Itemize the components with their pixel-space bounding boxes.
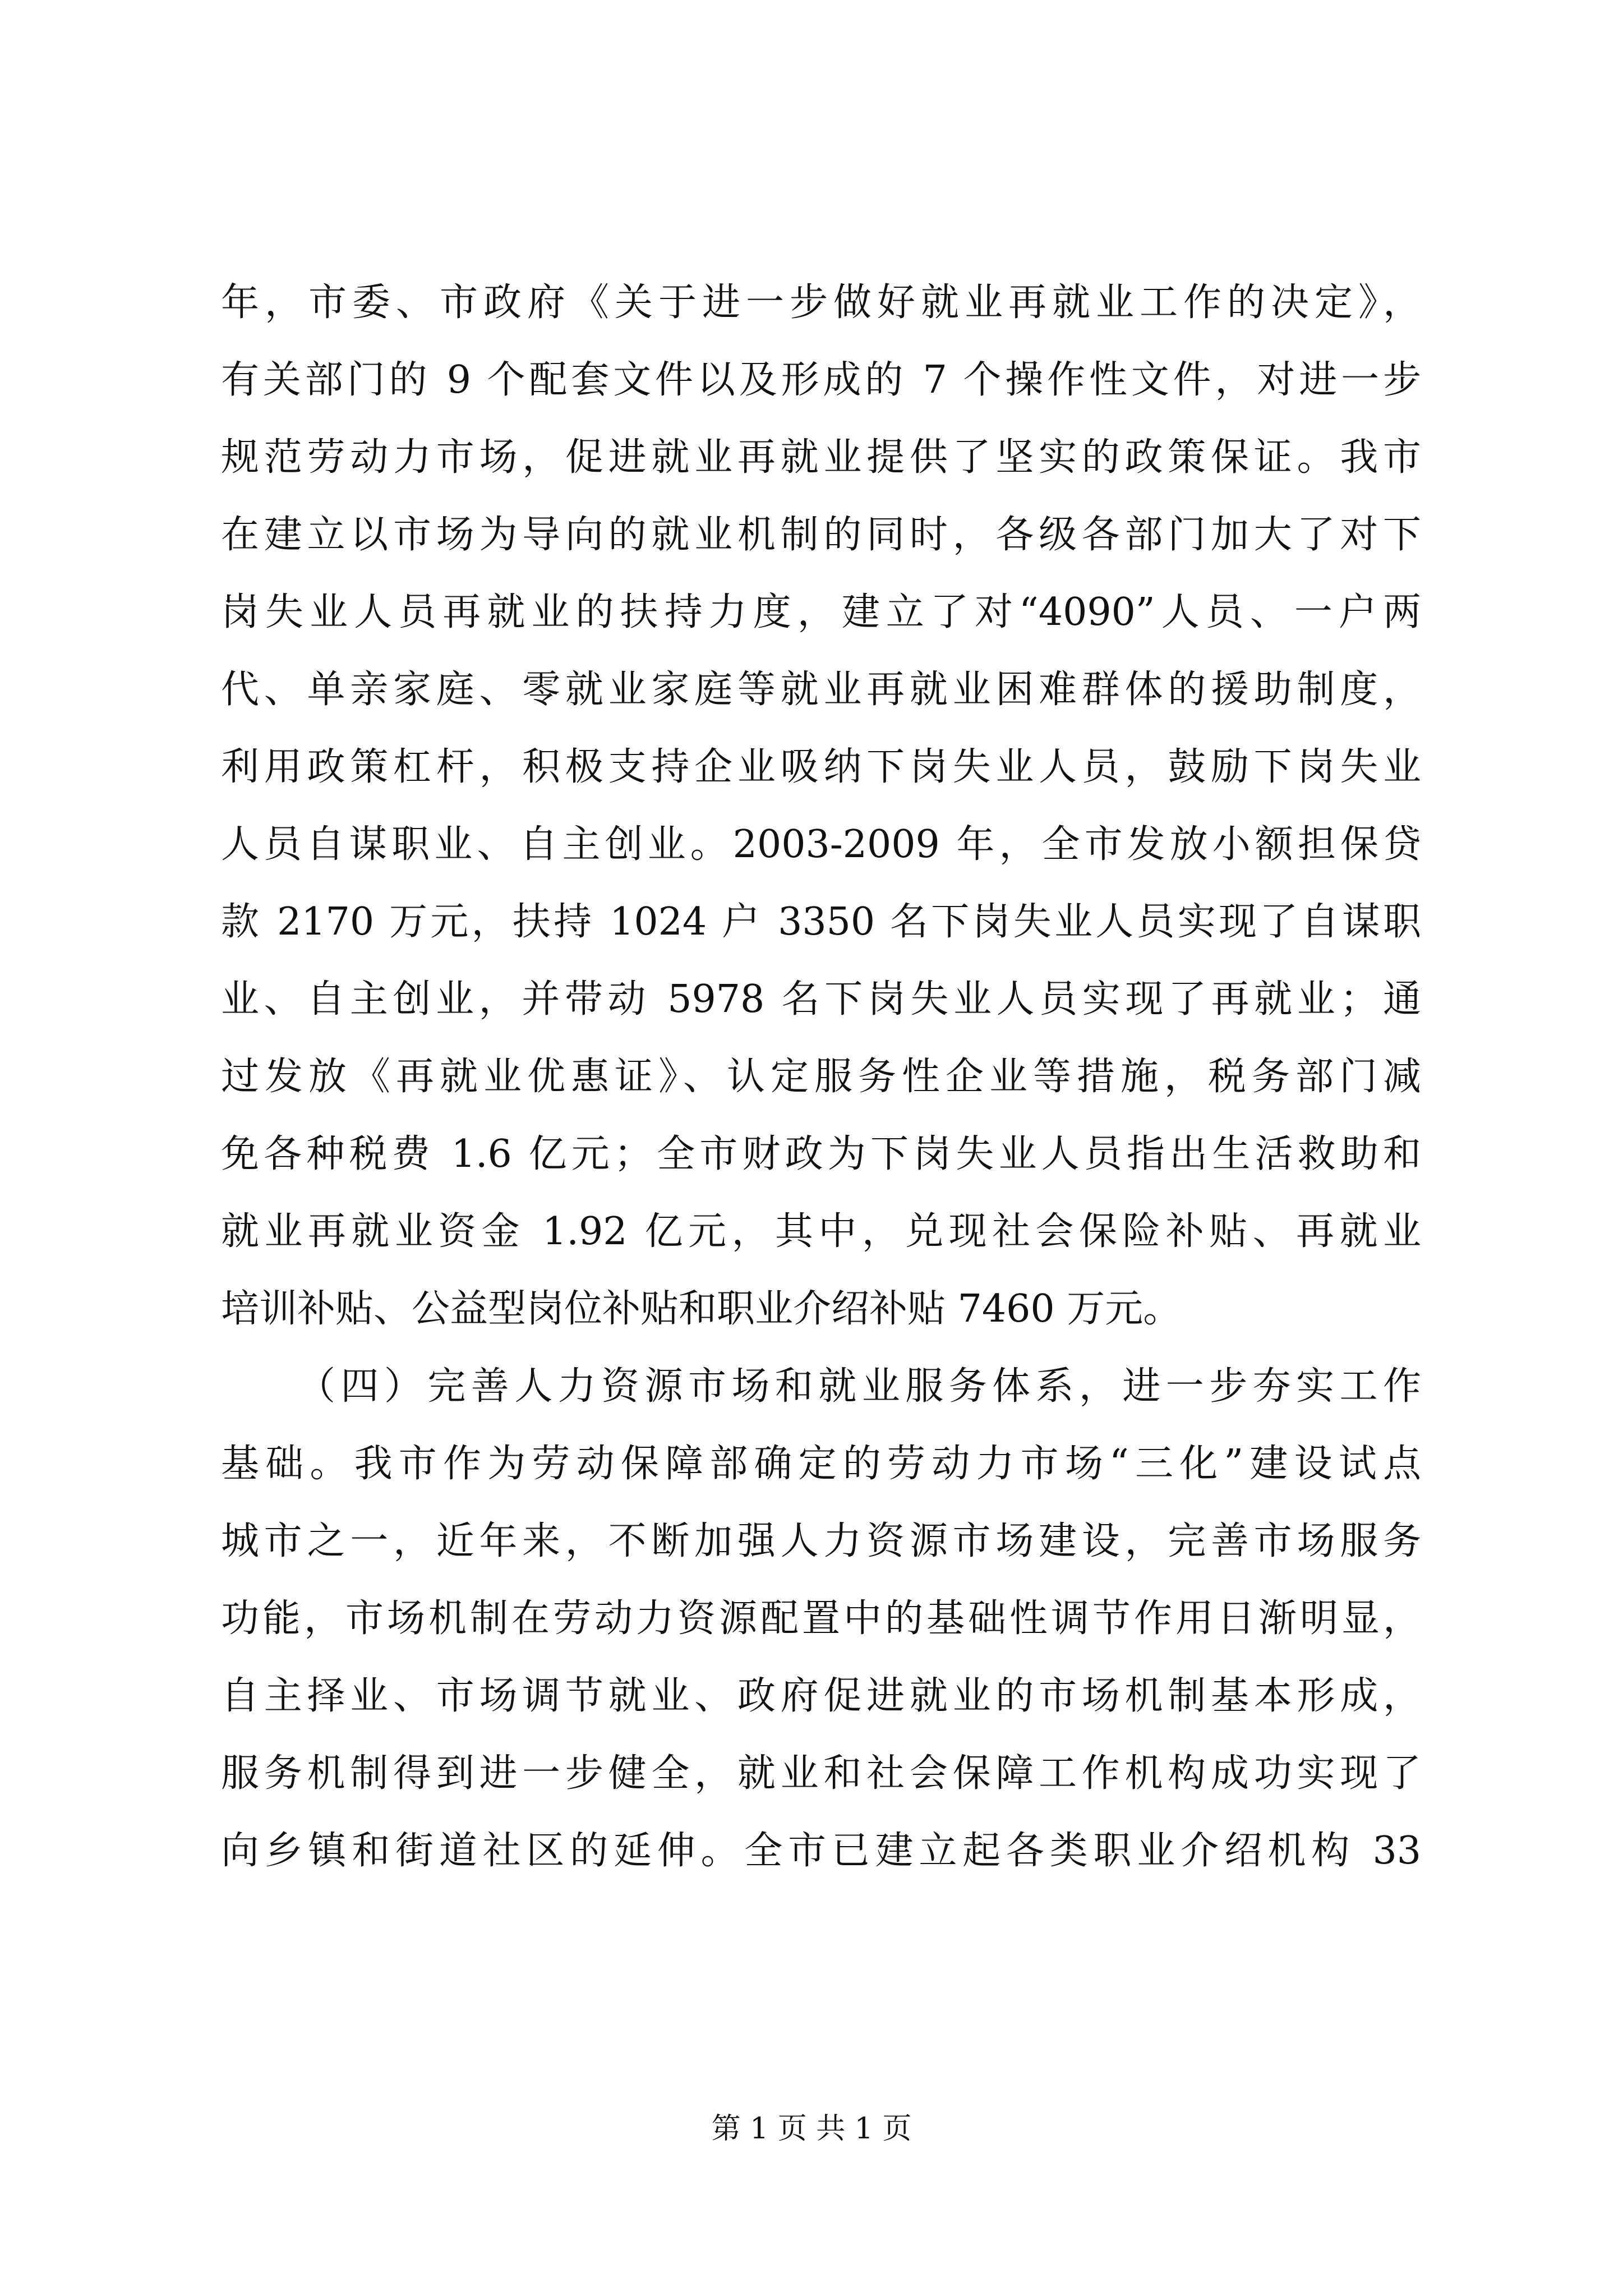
body-text-line: 过发放《再就业优惠证》、认定服务性企业等措施，税务部门减 [221, 1055, 1421, 1099]
body-text-line: 免各种税费 1.6 亿元；全市财政为下岗失业人员指出生活救助和 [221, 1132, 1421, 1176]
body-text-line: 利用政策杠杆，积极支持企业吸纳下岗失业人员，鼓励下岗失业 [221, 745, 1421, 789]
body-text-line: 就业再就业资金 1.92 亿元，其中，兑现社会保险补贴、再就业 [221, 1209, 1421, 1254]
body-text-line: 业、自主创业，并带动 5978 名下岗失业人员实现了再就业；通 [221, 977, 1421, 1022]
body-text-line: 规范劳动力市场，促进就业再就业提供了坚实的政策保证。我市 [221, 435, 1421, 480]
body-text-line: 自主择业、市场调节就业、政府促进就业的市场机制基本形成， [221, 1674, 1421, 1718]
paragraph-heading-line: （四）完善人力资源市场和就业服务体系，进一步夯实工作 [297, 1364, 1421, 1409]
body-text-line: 有关部门的 9 个配套文件以及形成的 7 个操作性文件，对进一步 [221, 358, 1421, 402]
body-text-line: 代、单亲家庭、零就业家庭等就业再就业困难群体的援助制度， [221, 668, 1421, 712]
body-text-line: 功能，市场机制在劳动力资源配置中的基础性调节作用日渐明显， [221, 1596, 1421, 1641]
body-text-line: 服务机制得到进一步健全，就业和社会保障工作机构成功实现了 [221, 1751, 1421, 1796]
body-text-line: 城市之一，近年来，不断加强人力资源市场建设，完善市场服务 [221, 1519, 1421, 1563]
body-text-line: 在建立以市场为导向的就业机制的同时，各级各部门加大了对下 [221, 513, 1421, 557]
body-text-line: 基础。我市作为劳动保障部确定的劳动力市场“三化”建设试点 [221, 1442, 1421, 1486]
body-text-line: 款 2170 万元，扶持 1024 户 3350 名下岗失业人员实现了自谋职 [221, 900, 1421, 944]
body-text-line: 向乡镇和街道社区的延伸。全市已建立起各类职业介绍机构 33 [221, 1829, 1421, 1873]
body-text-line: 年，市委、市政府《关于进一步做好就业再就业工作的决定》， [221, 280, 1421, 325]
body-text-line: 岗失业人员再就业的扶持力度，建立了对“4090”人员、一户两 [221, 590, 1421, 634]
body-text-line: 人员自谋职业、自主创业。2003-2009 年，全市发放小额担保贷 [221, 822, 1421, 867]
page-footer: 第 1 页 共 1 页 [711, 2112, 912, 2146]
body-text-line: 培训补贴、公益型岗位补贴和职业介绍补贴 7460 万元。 [221, 1287, 1182, 1331]
